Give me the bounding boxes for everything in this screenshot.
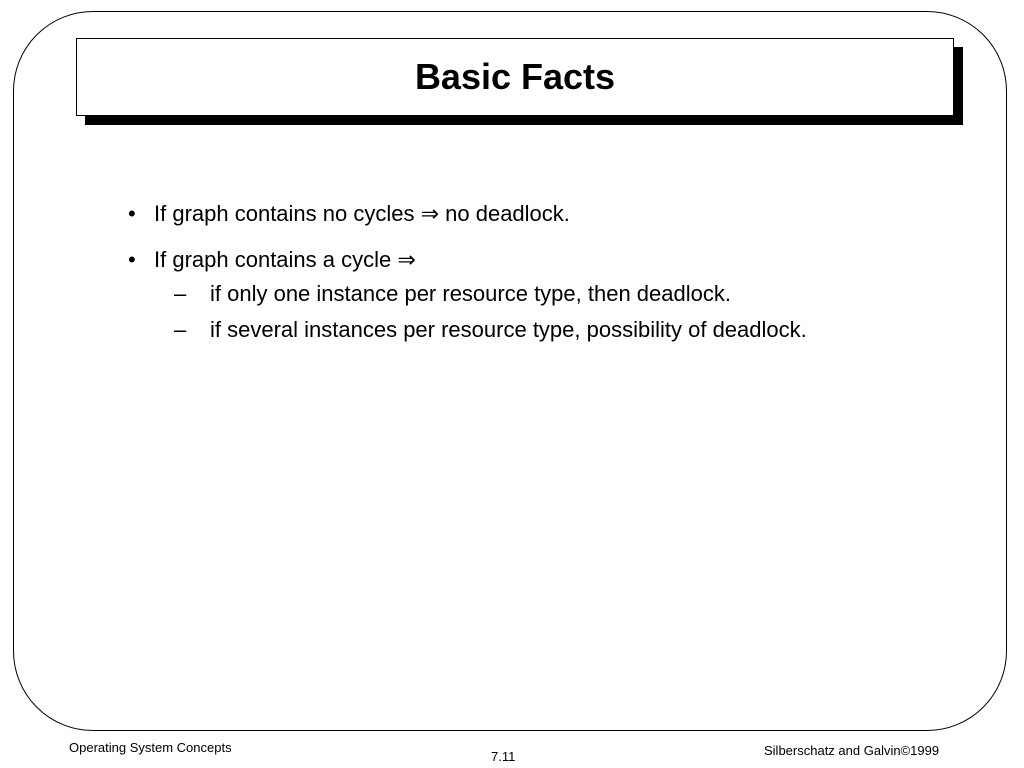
bullet-icon: • xyxy=(128,201,136,226)
title-box xyxy=(76,38,954,116)
dash-icon: – xyxy=(174,281,187,306)
bullet-text: If graph contains no cycles ⇒ no deadlock. xyxy=(154,201,570,226)
sub-item-text: if several instances per resource type, possibility of deadlock. xyxy=(210,317,807,342)
bullet-item xyxy=(128,244,828,276)
sub-item xyxy=(154,278,828,310)
slide-content xyxy=(128,198,828,350)
bullet-text: If graph contains a cycle ⇒ xyxy=(154,247,416,272)
sub-item-text: if only one instance per resource type, then deadlock. xyxy=(210,281,731,306)
slide-title: Basic Facts xyxy=(414,56,616,97)
bullet-icon: • xyxy=(128,247,136,272)
dash-icon: – xyxy=(174,317,187,342)
sub-list xyxy=(128,278,828,346)
footer-course-title: Operating System Concepts xyxy=(69,740,232,755)
footer-page-number: 7.11 xyxy=(491,749,516,764)
sub-item xyxy=(154,314,810,346)
bullet-item xyxy=(128,198,828,230)
footer-copyright: Silberschatz and Galvin©1999 xyxy=(764,743,940,758)
